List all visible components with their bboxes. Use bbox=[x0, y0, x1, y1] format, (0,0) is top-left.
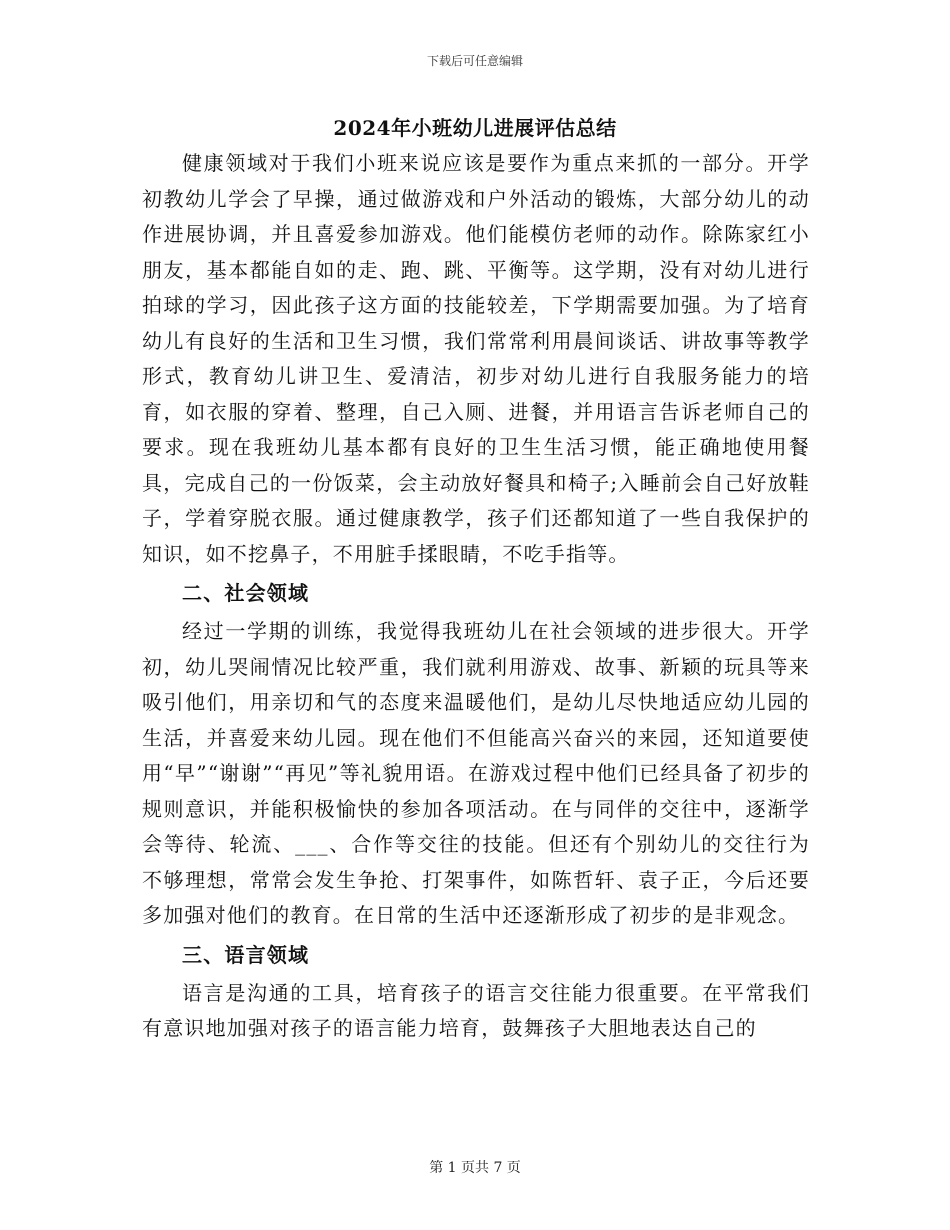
section-heading-social: 二、社会领域 bbox=[182, 581, 310, 605]
document-title: 2024年小班幼儿进展评估总结 bbox=[333, 116, 617, 140]
social-paragraph: 经过一学期的训练，我觉得我班幼儿在社会领域的进步很大。开学初，幼儿哭闹情况比较严重，我们就利用游戏、故事、新颖的玩具等来吸引他们，用亲切和气的态度来温暖他们，是幼儿尽快地适应幼儿园的生活，并喜爱来幼儿园。现在他们不但能高兴奋兴的来园，还知道要使用“早”“谢谢”“再见”等礼貌用语。在游戏过程中他们已经具备了初步的规则意识，并能积极愉快的参加各项活动。在与同伴的交往中，逐渐学会等待、轮流、___、合作等交往的技能。但还有个别幼儿的交往行为不够理想，常常会发生争抢、打架事件，如陈哲轩、袁子正，今后还要多加强对他们的教育。在日常的生活中还逐渐形成了初步的是非观念。 bbox=[142, 619, 810, 927]
section-heading-language: 三、语言领域 bbox=[182, 942, 310, 967]
document-body bbox=[142, 146, 810, 1047]
page-number: 第 1 页共 7 页 bbox=[429, 1160, 521, 1176]
health-paragraph: 健康领域对于我们小班来说应该是要作为重点来抓的一部分。开学初教幼儿学会了早操，通过做游戏和户外活动的锻炼，大部分幼儿的动作进展协调，并且喜爱参加游戏。他们能模仿老师的动作。除陈家红小朋友，基本都能自如的走、跑、跳、平衡等。这学期，没有对幼儿进行拍球的学习，因此孩子这方面的技能较差，下学期需要加强。为了培育幼儿有良好的生活和卫生习惯，我们常常利用晨间谈话、讲故事等教学形式，教育幼儿讲卫生、爱清洁，初步对幼儿进行自我服务能力的培育，如衣服的穿着、整理，自己入厕、进餐，并用语言告诉老师自己的要求。现在我班幼儿基本都有良好的卫生生活习惯，能正确地使用餐具，完成自己的一份饭菜，会主动放好餐具和椅子;入睡前会自己好放鞋子，学着穿脱衣服。通过健康教学，孩子们还都知道了一些自我保护的知识，如不挖鼻子，不用脏手揉眼睛，不吃手指等。 bbox=[142, 151, 810, 566]
language-paragraph: 语言是沟通的工具，培育孩子的语言交往能力很重要。在平常我们有意识地加强对孩子的语言能力培育，鼓舞孩子大胆地表达自己的 bbox=[142, 980, 810, 1040]
header-note: 下载后可任意编辑 bbox=[426, 54, 523, 68]
